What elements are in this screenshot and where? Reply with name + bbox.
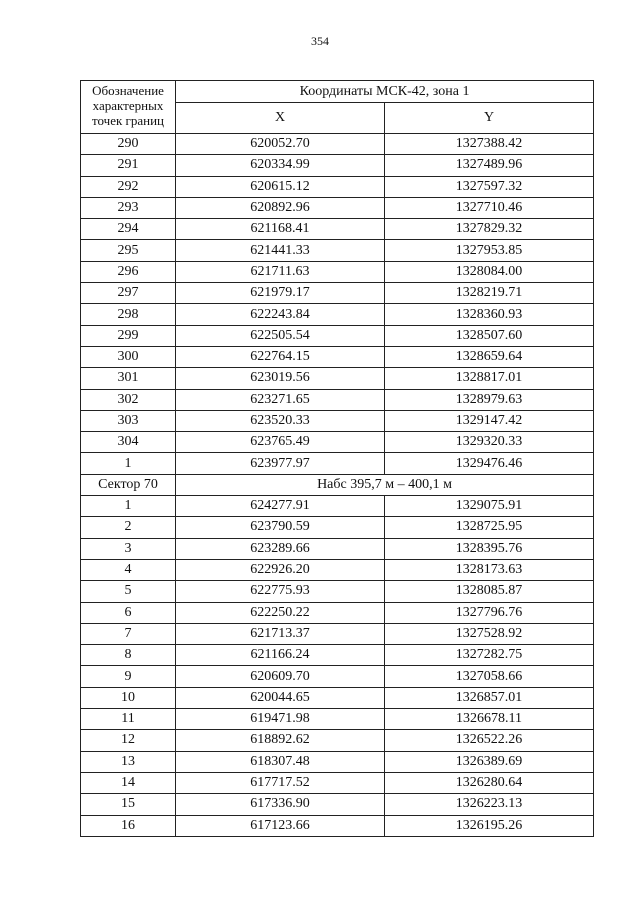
- table-row: [81, 261, 594, 282]
- y-coordinate-cell: 1329320.33: [385, 432, 594, 453]
- point-number-cell: 298: [81, 304, 176, 325]
- x-coordinate-cell: 620615.12: [176, 176, 385, 197]
- point-number-cell: 6: [81, 602, 176, 623]
- table-row: [81, 517, 594, 538]
- point-number-cell: 294: [81, 219, 176, 240]
- point-number-cell: 303: [81, 410, 176, 431]
- y-coordinate-cell: 1327796.76: [385, 602, 594, 623]
- x-coordinate-cell: 623520.33: [176, 410, 385, 431]
- y-coordinate-cell: 1328659.64: [385, 346, 594, 367]
- table-header: [81, 81, 594, 134]
- y-coordinate-cell: 1328085.87: [385, 581, 594, 602]
- table-row: [81, 645, 594, 666]
- x-coordinate-cell: 620892.96: [176, 197, 385, 218]
- x-coordinate-cell: 619471.98: [176, 709, 385, 730]
- x-coordinate-cell: 620052.70: [176, 134, 385, 155]
- y-coordinate-cell: 1329075.91: [385, 496, 594, 517]
- point-number-cell: 3: [81, 538, 176, 559]
- sector-height-info: Набс 395,7 м – 400,1 м: [176, 474, 594, 495]
- point-number-cell: 290: [81, 134, 176, 155]
- x-coordinate-cell: 617717.52: [176, 772, 385, 793]
- point-number-cell: 4: [81, 559, 176, 580]
- y-coordinate-cell: 1327710.46: [385, 197, 594, 218]
- point-number-cell: 7: [81, 623, 176, 644]
- table-body-part2: [81, 496, 594, 837]
- x-coordinate-cell: 623977.97: [176, 453, 385, 474]
- point-number-cell: 15: [81, 794, 176, 815]
- y-coordinate-cell: 1328979.63: [385, 389, 594, 410]
- sector-label: Сектор 70: [81, 474, 176, 495]
- x-coordinate-cell: 621711.63: [176, 261, 385, 282]
- point-number-cell: 16: [81, 815, 176, 836]
- y-coordinate-cell: 1326678.11: [385, 709, 594, 730]
- x-coordinate-cell: 622926.20: [176, 559, 385, 580]
- point-number-cell: 1: [81, 496, 176, 517]
- table-row: [81, 155, 594, 176]
- point-number-cell: 301: [81, 368, 176, 389]
- table-row: [81, 432, 594, 453]
- x-coordinate-cell: 620044.65: [176, 687, 385, 708]
- table-row: [81, 623, 594, 644]
- table-row: [81, 283, 594, 304]
- x-coordinate-cell: 618892.62: [176, 730, 385, 751]
- table-row: [81, 559, 594, 580]
- x-coordinate-cell: 622250.22: [176, 602, 385, 623]
- y-coordinate-cell: 1327528.92: [385, 623, 594, 644]
- point-number-cell: 300: [81, 346, 176, 367]
- y-coordinate-cell: 1328360.93: [385, 304, 594, 325]
- x-coordinate-cell: 622243.84: [176, 304, 385, 325]
- table-row: [81, 410, 594, 431]
- y-column-header: Y: [385, 103, 594, 134]
- table-row: [81, 496, 594, 517]
- y-coordinate-cell: 1328395.76: [385, 538, 594, 559]
- sector-row: [81, 474, 594, 495]
- table-row: [81, 772, 594, 793]
- point-number-cell: 14: [81, 772, 176, 793]
- y-coordinate-cell: 1327597.32: [385, 176, 594, 197]
- table-row: [81, 134, 594, 155]
- x-coordinate-cell: 622505.54: [176, 325, 385, 346]
- table-row: [81, 538, 594, 559]
- table-row: [81, 389, 594, 410]
- x-coordinate-cell: 622764.15: [176, 346, 385, 367]
- point-number-cell: 10: [81, 687, 176, 708]
- table-row: [81, 581, 594, 602]
- y-coordinate-cell: 1328507.60: [385, 325, 594, 346]
- y-coordinate-cell: 1329476.46: [385, 453, 594, 474]
- x-coordinate-cell: 621713.37: [176, 623, 385, 644]
- x-coordinate-cell: 623271.65: [176, 389, 385, 410]
- table-row: [81, 453, 594, 474]
- point-number-cell: 9: [81, 666, 176, 687]
- table-body-part1: [81, 134, 594, 475]
- table-row: [81, 368, 594, 389]
- y-coordinate-cell: 1326857.01: [385, 687, 594, 708]
- x-coordinate-cell: 621168.41: [176, 219, 385, 240]
- table-row: [81, 687, 594, 708]
- x-coordinate-cell: 623765.49: [176, 432, 385, 453]
- y-coordinate-cell: 1329147.42: [385, 410, 594, 431]
- x-coordinate-cell: 621166.24: [176, 645, 385, 666]
- y-coordinate-cell: 1328219.71: [385, 283, 594, 304]
- x-coordinate-cell: 620609.70: [176, 666, 385, 687]
- x-coordinate-cell: 620334.99: [176, 155, 385, 176]
- table-row: [81, 794, 594, 815]
- point-label-header: Обозначение характерных точек границ: [81, 81, 176, 134]
- y-coordinate-cell: 1326280.64: [385, 772, 594, 793]
- y-coordinate-cell: 1326195.26: [385, 815, 594, 836]
- coordinates-system-header: Координаты МСК-42, зона 1: [176, 81, 594, 103]
- table-row: [81, 709, 594, 730]
- y-coordinate-cell: 1328725.95: [385, 517, 594, 538]
- table-row: [81, 730, 594, 751]
- table-row: [81, 602, 594, 623]
- table-row: [81, 751, 594, 772]
- table-row: [81, 346, 594, 367]
- point-number-cell: 302: [81, 389, 176, 410]
- x-coordinate-cell: 617336.90: [176, 794, 385, 815]
- point-number-cell: 295: [81, 240, 176, 261]
- point-number-cell: 293: [81, 197, 176, 218]
- x-coordinate-cell: 623289.66: [176, 538, 385, 559]
- point-number-cell: 2: [81, 517, 176, 538]
- x-column-header: X: [176, 103, 385, 134]
- table-row: [81, 240, 594, 261]
- sector-row-group: [81, 474, 594, 495]
- y-coordinate-cell: 1326522.26: [385, 730, 594, 751]
- point-number-cell: 297: [81, 283, 176, 304]
- y-coordinate-cell: 1326389.69: [385, 751, 594, 772]
- point-number-cell: 292: [81, 176, 176, 197]
- table-row: [81, 304, 594, 325]
- y-coordinate-cell: 1327489.96: [385, 155, 594, 176]
- x-coordinate-cell: 622775.93: [176, 581, 385, 602]
- point-number-cell: 299: [81, 325, 176, 346]
- table-row: [81, 815, 594, 836]
- point-number-cell: 1: [81, 453, 176, 474]
- point-number-cell: 8: [81, 645, 176, 666]
- y-coordinate-cell: 1327282.75: [385, 645, 594, 666]
- table-row: [81, 325, 594, 346]
- x-coordinate-cell: 623790.59: [176, 517, 385, 538]
- point-number-cell: 291: [81, 155, 176, 176]
- y-coordinate-cell: 1327953.85: [385, 240, 594, 261]
- y-coordinate-cell: 1327829.32: [385, 219, 594, 240]
- point-number-cell: 12: [81, 730, 176, 751]
- y-coordinate-cell: 1328084.00: [385, 261, 594, 282]
- point-number-cell: 13: [81, 751, 176, 772]
- x-coordinate-cell: 621979.17: [176, 283, 385, 304]
- y-coordinate-cell: 1328173.63: [385, 559, 594, 580]
- x-coordinate-cell: 617123.66: [176, 815, 385, 836]
- point-number-cell: 5: [81, 581, 176, 602]
- x-coordinate-cell: 624277.91: [176, 496, 385, 517]
- y-coordinate-cell: 1327388.42: [385, 134, 594, 155]
- point-number-cell: 11: [81, 709, 176, 730]
- point-number-cell: 304: [81, 432, 176, 453]
- point-number-cell: 296: [81, 261, 176, 282]
- table-row: [81, 219, 594, 240]
- coordinates-table: [80, 80, 594, 837]
- page-number: 354: [311, 34, 329, 48]
- x-coordinate-cell: 621441.33: [176, 240, 385, 261]
- x-coordinate-cell: 618307.48: [176, 751, 385, 772]
- table-row: [81, 666, 594, 687]
- table-row: [81, 176, 594, 197]
- table-row: [81, 197, 594, 218]
- y-coordinate-cell: 1327058.66: [385, 666, 594, 687]
- y-coordinate-cell: 1328817.01: [385, 368, 594, 389]
- x-coordinate-cell: 623019.56: [176, 368, 385, 389]
- y-coordinate-cell: 1326223.13: [385, 794, 594, 815]
